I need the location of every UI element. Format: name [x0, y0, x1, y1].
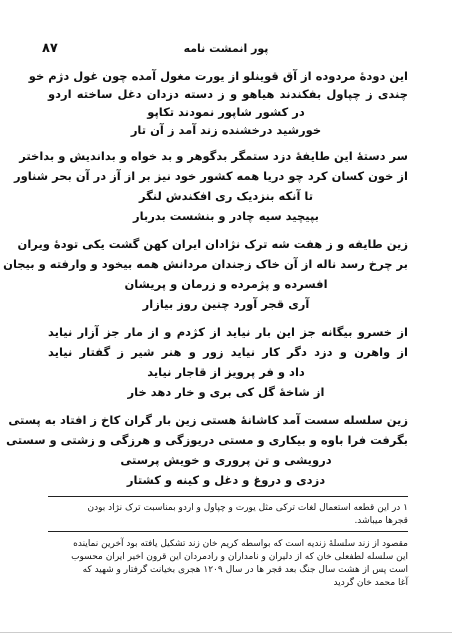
verse-line: بگرفت فرا باوه و بیکاری و مستی دریوزگی و هرزگی و زشتی و سستی [6, 433, 408, 447]
footnote-separator [48, 496, 408, 497]
footnote-line: قجرها میباشد. [354, 516, 408, 526]
footnote-line: است پس از هشت سال جنگ بعد قجر ها در سال ۱۲۰۹ هجری بخیانت گرفتار و شهید که [82, 565, 408, 575]
verse-line: داد و فر پرویز از قاجار نیاید [147, 365, 305, 379]
running-title: پور انمشت نامه [183, 42, 269, 55]
verse-line: از شاخهٔ گل کی بری و خار دهد خار [127, 385, 325, 399]
verse-line: بر چرخ رسد ناله از آن خاک زجندان مردانش همه بیخود و وارفته و بیجان [3, 257, 408, 271]
verse-line: از واهرن و دزد دگر کار نیاید زور و هنر شیر ز گفتار نیاید [48, 345, 408, 359]
verse-line: تا آنکه بنزدیک ری افکندش لنگر [138, 189, 314, 203]
verse-line: افسرده و پژمرده و زرمان و پریشان [124, 277, 328, 291]
footnote-line: آغا محمد خان گردید [333, 578, 408, 588]
verse-line: این دودهٔ مردوده از آق قوینلو از یورت مغول آمده چون غول دژم خو [28, 69, 408, 83]
verse-line: آری قجر آورد چنین روز بیازار [142, 297, 310, 311]
verse-line: درویشی و تن پروری و خویش پرستی [120, 453, 332, 467]
verse-line: زین طایفه و ز هفت شه ترک نژادان ایران کهن گشت یکی تودهٔ ویران [17, 237, 408, 251]
verse-line: از خسرو بیگانه جز این بار نیاید از کژدم و از مار جز آزار نیاید [48, 325, 408, 339]
footnote-separator [48, 531, 408, 532]
footnote-line: ۱ در این قطعه استعمال لغات ترکی مثل یورت و چپاول و اردو بمناسبت ترک نژاد بودن [87, 503, 408, 513]
footnote-line: این سلسله لطفعلی خان که از دلیران و نامداران و رادمردان این قرون اخیر ایران محسوب [71, 552, 408, 562]
page-bottom-edge [0, 632, 452, 633]
verse-line: زین سلسله سست آمد کاشانهٔ هستی زین بار گران کاخ ز افتاد به پستی [8, 413, 408, 427]
verse-line: از خون کسان کرد چو دریا همه کشور خود نیز بر از آز در آن بحر شناور [13, 169, 408, 183]
verse-line: دزدی و دروغ و دغل و کینه و کشتار [126, 473, 326, 487]
verse-line: سر دستهٔ این طایفهٔ دزد ستمگر بدگوهر و بد خواه و بداندیش و بداختر [19, 149, 408, 163]
verse-line: بپیچید سیه چادر و بنشست بدربار [132, 209, 320, 223]
verse-line: خورشید درخشنده زند آمد ز آن تار [130, 123, 322, 137]
verse-line: در کشور شاپور نمودند تکاپو [147, 105, 305, 119]
page-number: ۸۷ [42, 41, 58, 56]
footnote-line: مقصود از زند سلسلهٔ زندیه است که بواسطه کریم خان زند تشکیل یافته بود آخرین نماینده [73, 539, 408, 549]
verse-line: چندی ز چپاول بفکندند هیاهو و ز دسته دزدان دغل ساخته اردو [48, 87, 408, 101]
